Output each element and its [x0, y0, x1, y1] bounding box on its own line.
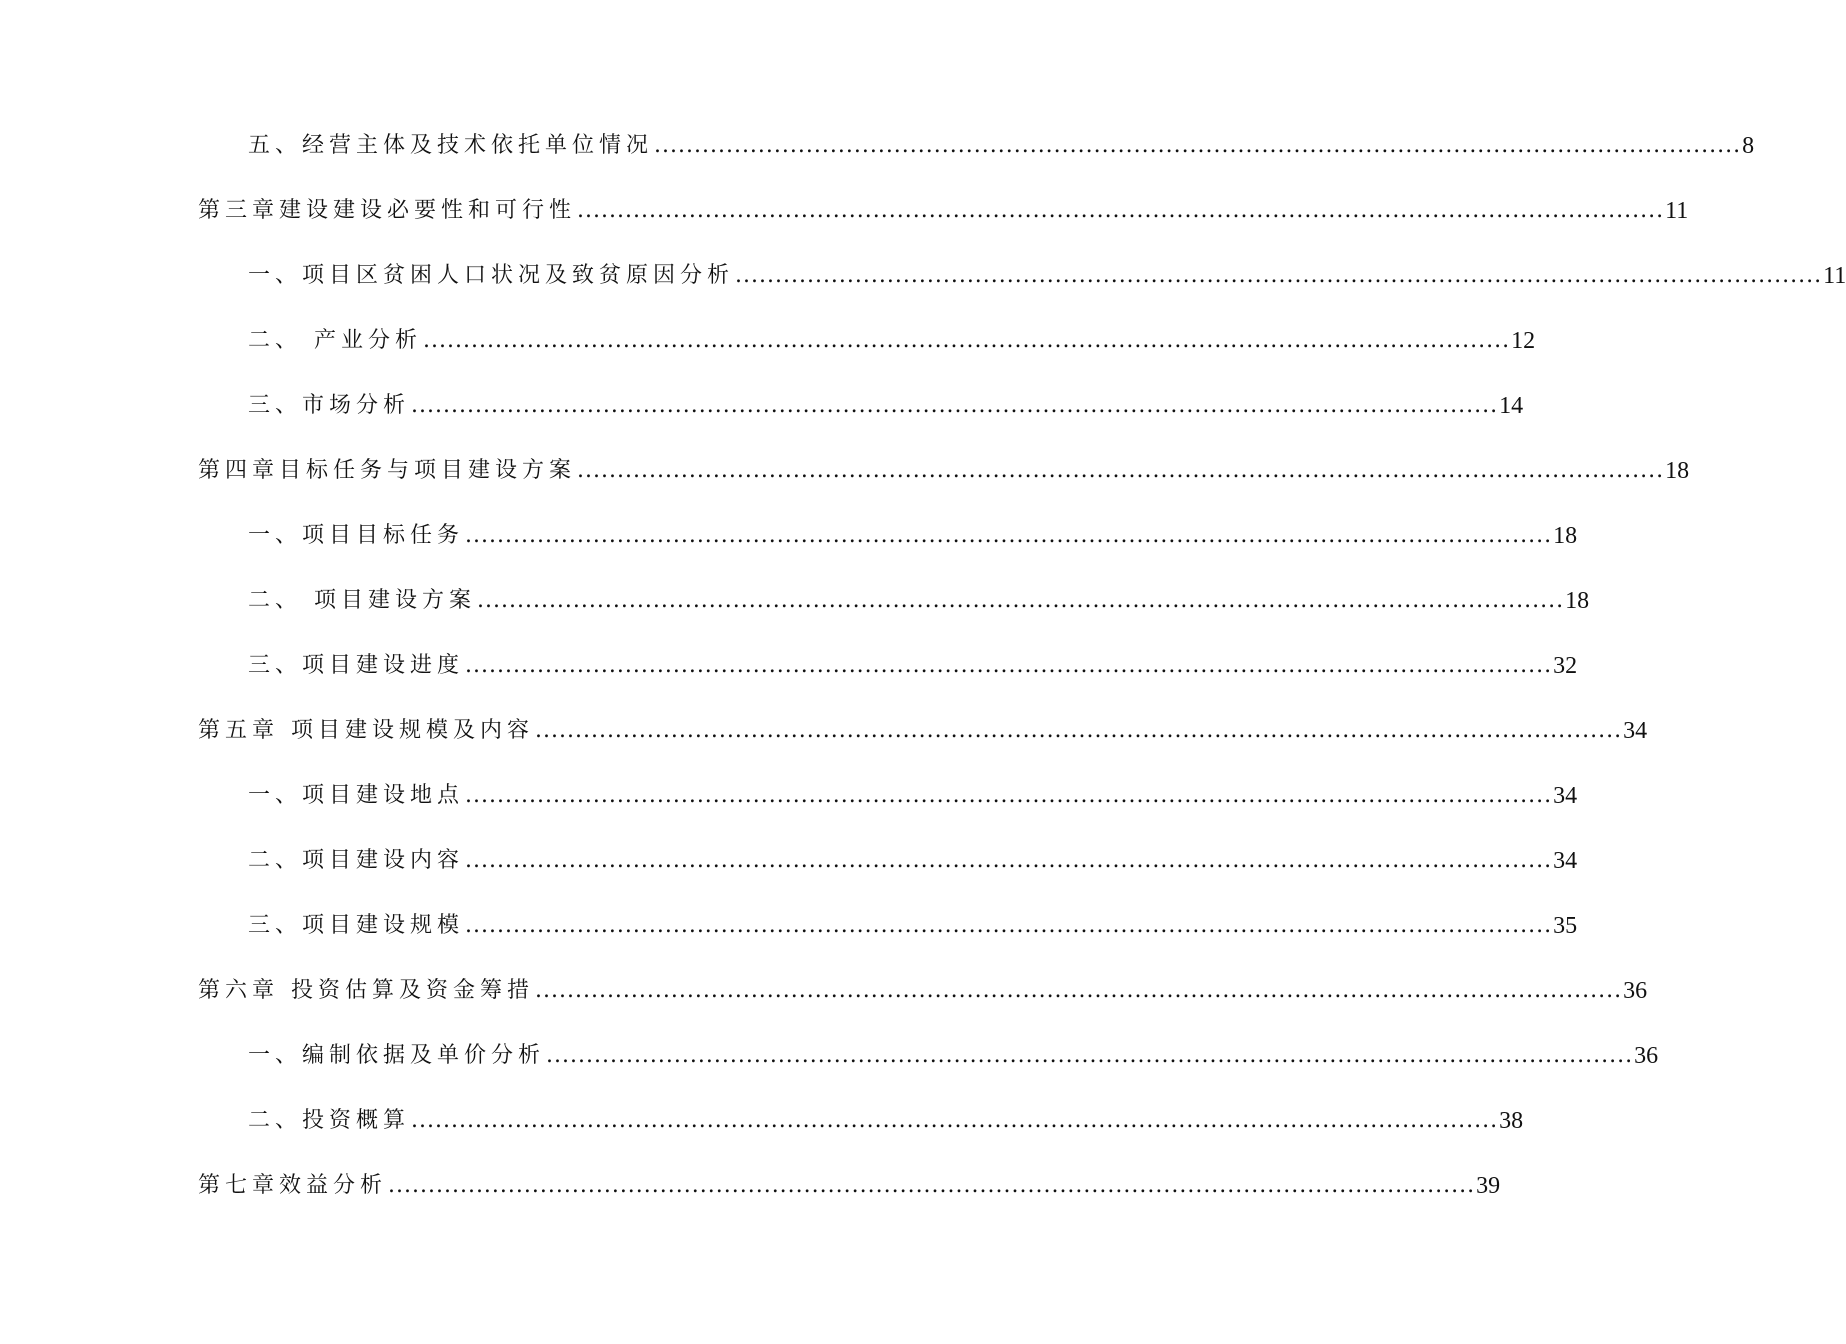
toc-dot-leader: ........................................................................................................................................ [465, 783, 1553, 808]
toc-entry-page: 34 [1623, 718, 1648, 744]
toc-dot-leader: ........................................................................................................................................ [535, 978, 1623, 1003]
toc-dot-leader: ........................................................................................................................................ [411, 1108, 1499, 1133]
toc-entry-page: 36 [1623, 978, 1648, 1004]
toc-entry-page: 11 [1665, 198, 1689, 224]
toc-entry-title: 二、投资概算 [248, 1108, 411, 1133]
toc-dot-leader: ........................................................................................................................................ [388, 1173, 1476, 1198]
toc-entry-title: 第六章 投资估算及资金筹措 [198, 978, 534, 1003]
toc-entry-title: 五、经营主体及技术依托单位情况 [248, 133, 654, 158]
toc-entry-page: 32 [1553, 653, 1578, 679]
toc-entry-page: 35 [1553, 913, 1578, 939]
toc-dot-leader: ........................................................................................................................................ [465, 848, 1553, 873]
toc-entry-title: 一、项目区贫困人口状况及致贫原因分析 [248, 263, 735, 288]
toc-entry[interactable] [198, 705, 1648, 745]
toc-dot-leader: ........................................................................................................................................ [577, 458, 1665, 483]
toc-entry-page: 39 [1476, 1173, 1501, 1199]
toc-entry-title: 一、项目建设地点 [248, 783, 465, 808]
toc-entry[interactable] [248, 835, 1578, 875]
toc-entry[interactable] [248, 380, 1524, 420]
toc-entry[interactable] [248, 1030, 1659, 1070]
toc-entry[interactable] [198, 185, 1689, 225]
toc-entry[interactable] [198, 965, 1648, 1005]
toc-dot-leader: ........................................................................................................................................ [465, 913, 1553, 938]
toc-entry-page: 18 [1665, 458, 1690, 484]
toc-dot-leader: ........................................................................................................................................ [477, 588, 1565, 613]
toc-entry-title: 二、 产业分析 [248, 328, 422, 353]
toc-entry-title: 二、项目建设内容 [248, 848, 465, 873]
toc-entry[interactable] [248, 770, 1578, 810]
toc-dot-leader: ........................................................................................................................................ [577, 198, 1665, 223]
toc-dot-leader: ........................................................................................................................................ [411, 393, 1499, 418]
toc-entry-title: 第四章目标任务与项目建设方案 [198, 458, 577, 483]
toc-entry[interactable] [248, 900, 1578, 940]
toc-entry-page: 18 [1553, 523, 1578, 549]
toc-dot-leader: ........................................................................................................................................ [654, 133, 1742, 158]
toc-entry-title: 二、 项目建设方案 [248, 588, 476, 613]
toc-entry-page: 18 [1565, 588, 1590, 614]
toc-entry[interactable] [248, 315, 1536, 355]
toc-entry-title: 三、项目建设规模 [248, 913, 465, 938]
toc-entry[interactable] [198, 445, 1690, 485]
toc-entry[interactable] [198, 1160, 1501, 1200]
toc-entry[interactable] [248, 575, 1590, 615]
toc-entry-page: 34 [1553, 783, 1578, 809]
toc-entry-page: 38 [1499, 1108, 1524, 1134]
toc-dot-leader: ........................................................................................................................................ [735, 263, 1823, 288]
toc-entry-page: 11 [1823, 263, 1846, 289]
toc-entry[interactable] [248, 250, 1846, 290]
toc-entry-title: 一、编制依据及单价分析 [248, 1043, 546, 1068]
toc-entry-title: 三、市场分析 [248, 393, 411, 418]
toc-dot-leader: ........................................................................................................................................ [423, 328, 1511, 353]
toc-entry[interactable] [248, 120, 1755, 160]
toc-entry-title: 三、项目建设进度 [248, 653, 465, 678]
toc-entry[interactable] [248, 640, 1578, 680]
toc-entry-title: 第三章建设建设必要性和可行性 [198, 198, 577, 223]
toc-entry-title: 第七章效益分析 [198, 1173, 388, 1198]
toc-dot-leader: ........................................................................................................................................ [535, 718, 1623, 743]
toc-entry-page: 12 [1511, 328, 1536, 354]
toc-entry-page: 8 [1742, 133, 1755, 159]
toc-entry-page: 36 [1634, 1043, 1659, 1069]
toc-dot-leader: ........................................................................................................................................ [465, 653, 1553, 678]
toc-entry-page: 14 [1499, 393, 1524, 419]
toc-entry-page: 34 [1553, 848, 1578, 874]
toc-entry-title: 第五章 项目建设规模及内容 [198, 718, 534, 743]
toc-entry[interactable] [248, 510, 1578, 550]
toc-entry[interactable] [248, 1095, 1524, 1135]
toc-entry-title: 一、项目目标任务 [248, 523, 465, 548]
toc-dot-leader: ........................................................................................................................................ [465, 523, 1553, 548]
toc-dot-leader: ........................................................................................................................................ [546, 1043, 1634, 1068]
